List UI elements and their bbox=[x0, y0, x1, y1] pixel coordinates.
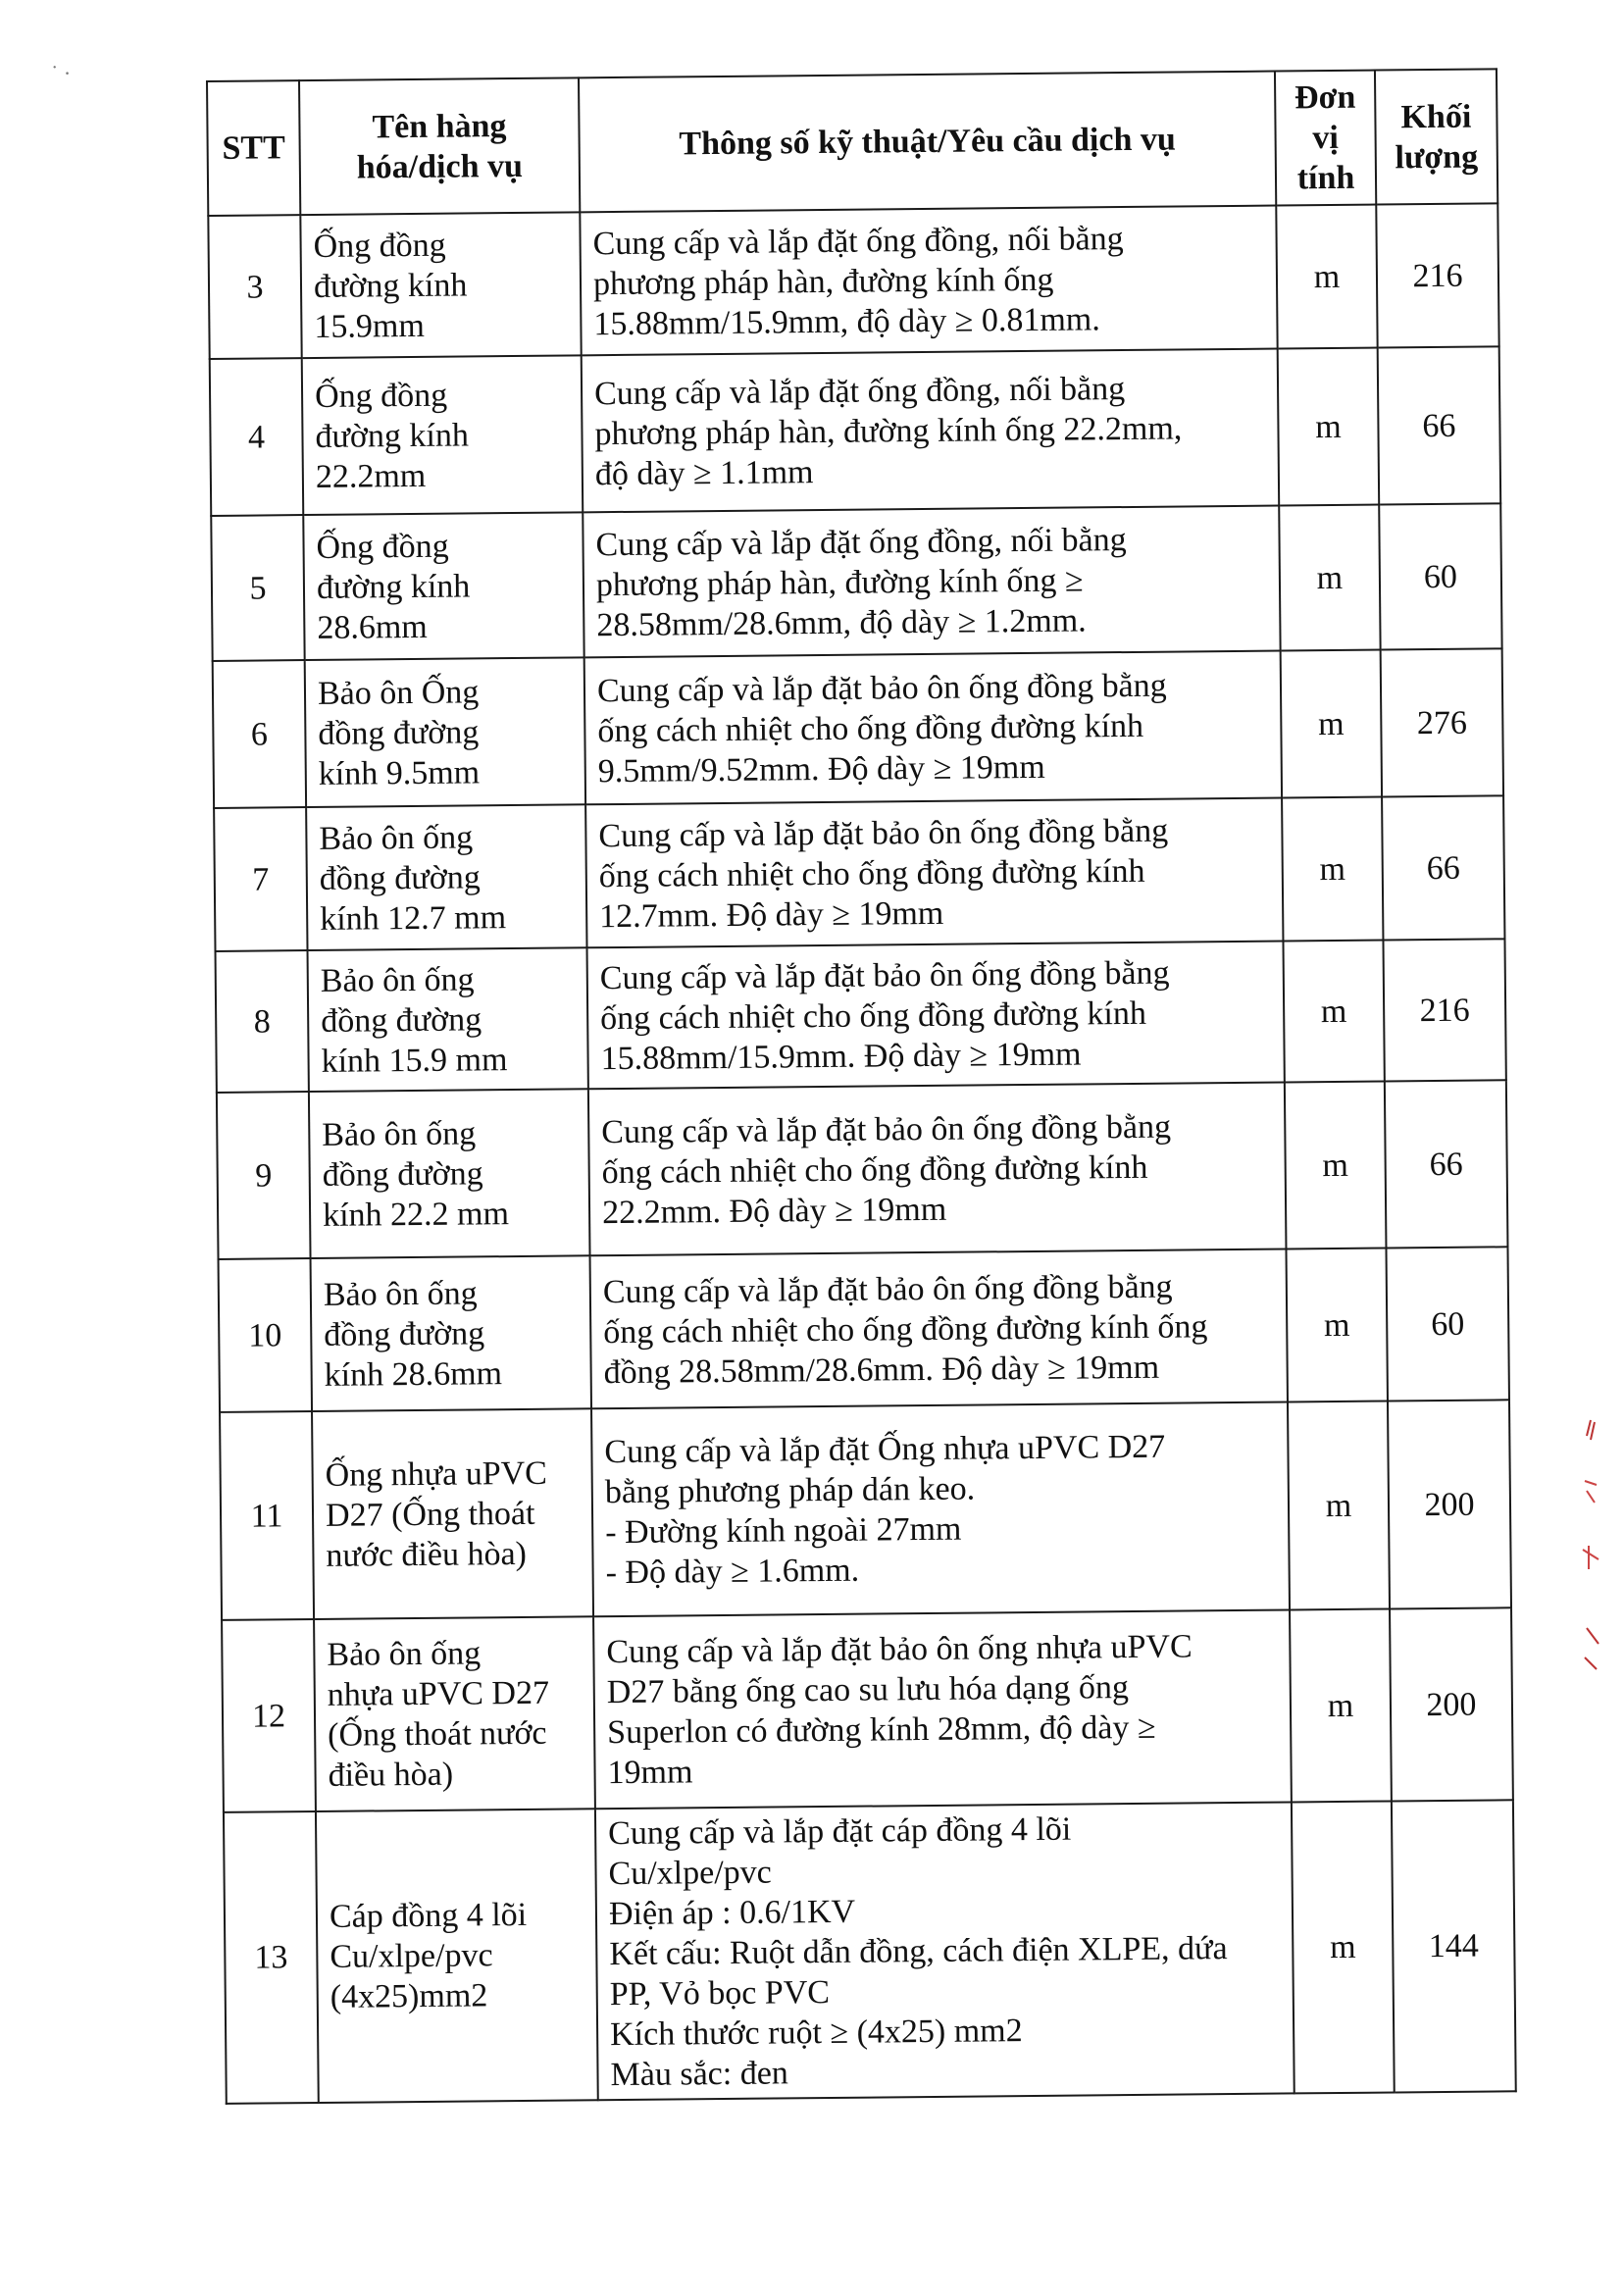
header-quantity: Khối lượng bbox=[1375, 69, 1497, 204]
table-row bbox=[216, 939, 1506, 1093]
row-specification: Cung cấp và lắp đặt ống đồng, nối bằng phương pháp hàn, đường kính ống ≥ 28.58mm/28.6mm, độ dày ≥ 1.2mm. bbox=[583, 506, 1280, 658]
goods-specification-table bbox=[206, 68, 1517, 2105]
table-row bbox=[208, 203, 1498, 359]
row-quantity: 66 bbox=[1378, 346, 1501, 504]
row-unit: m bbox=[1279, 505, 1380, 651]
row-quantity: 60 bbox=[1379, 503, 1501, 649]
row-stt: 7 bbox=[214, 807, 307, 951]
table-row bbox=[219, 1247, 1509, 1412]
row-stt: 4 bbox=[210, 358, 304, 516]
row-quantity: 66 bbox=[1382, 795, 1504, 940]
row-quantity: 216 bbox=[1376, 203, 1498, 347]
row-quantity: 66 bbox=[1385, 1080, 1508, 1248]
row-specification: Cung cấp và lắp đặt bảo ôn ống đồng bằng ống cách nhiệt cho ống đồng đường kính 15.88mm/15.9mm. Độ dày ≥ 19mm bbox=[587, 941, 1285, 1089]
row-stt: 9 bbox=[217, 1092, 311, 1259]
row-stt: 10 bbox=[219, 1258, 312, 1412]
table-row bbox=[211, 503, 1501, 661]
table-header-row bbox=[207, 69, 1497, 216]
table-row bbox=[224, 1800, 1516, 2104]
row-item-name: Ống đồng đường kính 28.6mm bbox=[303, 512, 584, 660]
row-quantity: 200 bbox=[1388, 1400, 1511, 1608]
row-specification: Cung cấp và lắp đặt cáp đồng 4 lõi Cu/xlpe/pvc Điện áp : 0.6/1KV Kết cấu: Ruột dẫn đồng, cách điện XLPE, dứa PP, Vỏ bọc PVC Kích thước ruột ≥ (4x25) mm2 Màu sắc: đen bbox=[595, 1802, 1294, 2100]
row-stt: 13 bbox=[224, 1811, 319, 2104]
row-item-name: Bảo ôn ống đồng đường kính 28.6mm bbox=[311, 1255, 591, 1411]
row-unit: m bbox=[1276, 205, 1377, 349]
row-item-name: Bảo ôn ống đồng đường kính 12.7 mm bbox=[306, 804, 586, 950]
row-stt: 5 bbox=[211, 515, 304, 661]
row-item-name: Ống nhựa uPVC D27 (Ống thoát nước điều hòa) bbox=[312, 1408, 593, 1619]
row-item-name: Cáp đồng 4 lõi Cu/xlpe/pvc (4x25)mm2 bbox=[316, 1809, 598, 2103]
row-stt: 6 bbox=[213, 660, 306, 808]
row-item-name: Ống đồng đường kính 15.9mm bbox=[300, 212, 581, 358]
row-unit: m bbox=[1286, 1249, 1387, 1402]
row-item-name: Bảo ôn ống đồng đường kính 15.9 mm bbox=[308, 947, 588, 1092]
row-unit: m bbox=[1288, 1401, 1390, 1609]
row-quantity: 60 bbox=[1386, 1247, 1508, 1401]
scan-speck: ˙ · bbox=[51, 61, 72, 85]
header-stt: STT bbox=[207, 80, 300, 216]
header-unit: Đơn vị tính bbox=[1275, 71, 1376, 206]
row-specification: Cung cấp và lắp đặt bảo ôn ống đồng bằng ống cách nhiệt cho ống đồng đường kính 9.5mm/9.52mm. Độ dày ≥ 19mm bbox=[584, 651, 1282, 805]
row-specification: Cung cấp và lắp đặt Ống nhựa uPVC D27 bằng phương pháp dán keo. - Đường kính ngoài 27mm - Độ dày ≥ 1.6mm. bbox=[591, 1402, 1290, 1616]
row-item-name: Bảo ôn ống đồng đường kính 22.2 mm bbox=[309, 1089, 590, 1258]
row-specification: Cung cấp và lắp đặt bảo ôn ống đồng bằng ống cách nhiệt cho ống đồng đường kính ống đồng 28.58mm/28.6mm. Độ dày ≥ 19mm bbox=[590, 1249, 1288, 1408]
row-specification: Cung cấp và lắp đặt ống đồng, nối bằng phương pháp hàn, đường kính ống 22.2mm, độ dày ≥ 1.1mm bbox=[582, 349, 1280, 513]
row-stt: 3 bbox=[208, 215, 301, 359]
row-quantity: 200 bbox=[1390, 1607, 1513, 1801]
row-unit: m bbox=[1290, 1608, 1392, 1802]
row-item-name: Bảo ôn Ống đồng đường kính 9.5mm bbox=[305, 657, 585, 807]
header-specification: Thông số kỹ thuật/Yêu cầu dịch vụ bbox=[579, 72, 1276, 213]
row-unit: m bbox=[1283, 941, 1384, 1083]
row-stt: 12 bbox=[222, 1619, 316, 1812]
table-row bbox=[210, 346, 1500, 516]
row-quantity: 276 bbox=[1381, 648, 1503, 796]
table-row bbox=[217, 1080, 1508, 1259]
row-unit: m bbox=[1278, 348, 1380, 506]
row-specification: Cung cấp và lắp đặt ống đồng, nối bằng phương pháp hàn, đường kính ống 15.88mm/15.9mm, độ dày ≥ 0.81mm. bbox=[580, 206, 1277, 356]
row-item-name: Ống đồng đường kính 22.2mm bbox=[302, 355, 584, 515]
table-row bbox=[213, 648, 1503, 808]
row-quantity: 216 bbox=[1383, 939, 1505, 1081]
row-specification: Cung cấp và lắp đặt bảo ôn ống đồng bằng ống cách nhiệt cho ống đồng đường kính 12.7mm. Độ dày ≥ 19mm bbox=[585, 798, 1283, 948]
row-specification: Cung cấp và lắp đặt bảo ôn ống nhựa uPVC D27 bằng ống cao su lưu hóa dạng ống Superlon có đường kính 28mm, độ dày ≥ 19mm bbox=[593, 1609, 1292, 1809]
table-row bbox=[222, 1607, 1513, 1812]
row-stt: 8 bbox=[216, 950, 309, 1093]
row-stt: 11 bbox=[220, 1411, 314, 1620]
row-specification: Cung cấp và lắp đặt bảo ôn ống đồng bằng ống cách nhiệt cho ống đồng đường kính 22.2mm. Độ dày ≥ 19mm bbox=[588, 1082, 1287, 1255]
table-row bbox=[220, 1400, 1511, 1620]
row-unit: m bbox=[1282, 797, 1383, 942]
header-item-name: Tên hàng hóa/dịch vụ bbox=[299, 77, 580, 215]
row-item-name: Bảo ôn ống nhựa uPVC D27 (Ống thoát nước điều hòa) bbox=[314, 1616, 595, 1811]
row-quantity: 144 bbox=[1392, 1800, 1516, 2092]
margin-stamp-fragment bbox=[1577, 1412, 1604, 1697]
row-unit: m bbox=[1292, 1801, 1395, 2093]
table-row bbox=[214, 795, 1504, 951]
row-unit: m bbox=[1285, 1082, 1387, 1249]
row-unit: m bbox=[1281, 650, 1382, 798]
